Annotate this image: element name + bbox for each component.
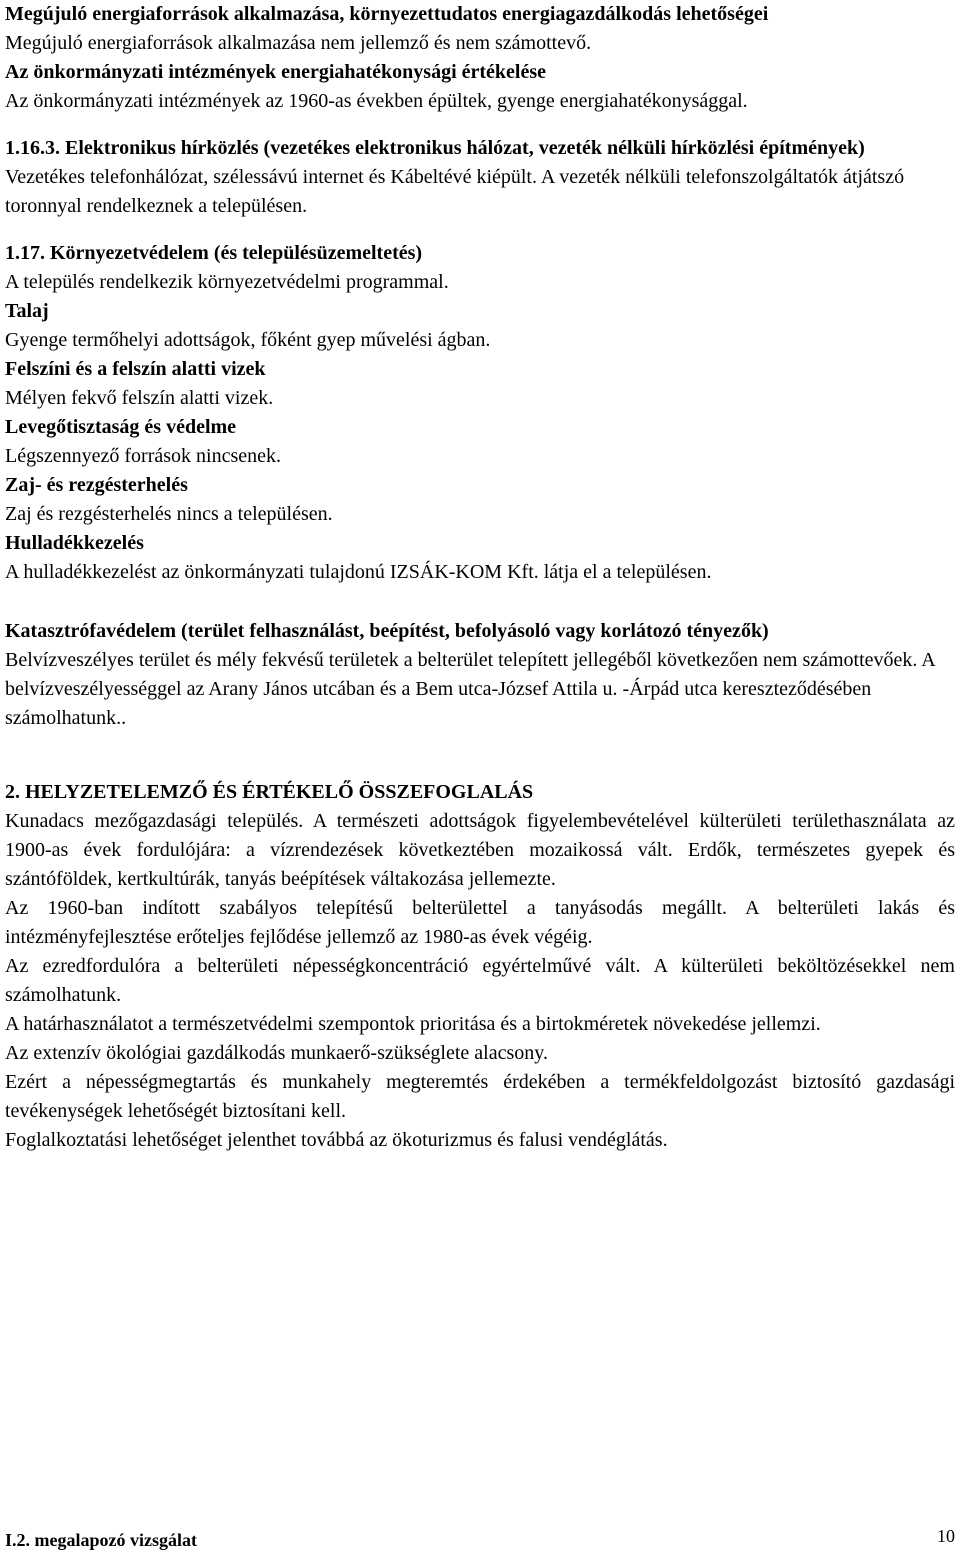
section-heading-efficiency: Az önkormányzati intézmények energiahatékonysági értékelése [5, 61, 547, 83]
subheading-air: Levegőtisztaság és védelme [5, 416, 237, 438]
section-heading-environment: 1.17. Környezetvédelem (és településüzemeltetés) [5, 242, 423, 264]
subheading-soil: Talaj [5, 300, 49, 322]
section-text-environment: A település rendelkezik környezetvédelmi programmal. [5, 271, 449, 293]
subheading-waters: Felszíni és a felszín alatti vizek [5, 358, 266, 380]
subtext-noise: Zaj és rezgésterhelés nincs a településen. [5, 503, 333, 525]
footer-page-number: 10 [937, 1526, 955, 1546]
section-heading-renewable: Megújuló energiaforrások alkalmazása, környezettudatos energiagazdálkodás lehetőségei [5, 3, 769, 25]
summary-paragraph: Ezért a népességmegtartás és munkahely megteremtés érdekében a termékfeldolgozást biztosító gazdasági tevékenységek lehetőségét biztosítani kell. [5, 1071, 955, 1122]
summary-paragraph: Az 1960-ban indított szabályos telepítésű belterülettel a tanyásodás megállt. A belterületi lakás és intézményfejlesztése erőteljes fejlődése jellemző az 1980-as évek végéig. [5, 897, 955, 948]
subtext-waste: A hulladékkezelést az önkormányzati tulajdonú IZSÁK-KOM Kft. látja el a településen. [5, 561, 712, 583]
subheading-waste: Hulladékkezelés [5, 532, 144, 554]
summary-paragraph: Foglalkoztatási lehetőséget jelenthet továbbá az ökoturizmus és falusi vendéglátás. [5, 1129, 668, 1151]
summary-paragraph: Az ezredfordulóra a belterületi népességkoncentráció egyértelművé vált. A külterületi beköltözésekkel nem számolhatunk. [5, 955, 955, 1006]
section-text-efficiency: Az önkormányzati intézmények az 1960-as években épültek, gyenge energiahatékonysággal. [5, 90, 748, 112]
summary-paragraph: A határhasználatot a természetvédelmi szempontok prioritása és a birtokméretek növekedése jellemzi. [5, 1013, 821, 1035]
subtext-waters: Mélyen fekvő felszín alatti vizek. [5, 387, 274, 409]
section-heading-summary: 2. HELYZETELEMZŐ ÉS ÉRTÉKELŐ ÖSSZEFOGLALÁS [5, 781, 534, 803]
document-page [5, 0, 955, 1155]
subheading-noise: Zaj- és rezgésterhelés [5, 474, 188, 496]
section-text-renewable: Megújuló energiaforrások alkalmazása nem jellemző és nem számottevő. [5, 32, 592, 54]
section-text-disaster: Belvízveszélyes terület és mély fekvésű területek a belterület telepített jellegéből következően nem számottevőek. A belvízveszélyességgel az Arany János utcában és a Bem utca-József Attila u. -Árpád utca kereszteződésében számolhatunk.. [5, 649, 935, 729]
section-heading-disaster: Katasztrófavédelem (terület felhasználást, beépítést, befolyásoló vagy korlátozó tényezők) [5, 620, 769, 642]
page-footer [5, 1526, 955, 1552]
subtext-soil: Gyenge termőhelyi adottságok, főként gyep művelési ágban. [5, 329, 491, 351]
footer-document-label: I.2. megalapozó vizsgálat [5, 1530, 197, 1550]
summary-paragraph: Az extenzív ökológiai gazdálkodás munkaerő-szükséglete alacsony. [5, 1042, 548, 1064]
subtext-air: Légszennyező források nincsenek. [5, 445, 281, 467]
summary-paragraph: Kunadacs mezőgazdasági település. A természeti adottságok figyelembevételével külterületi területhasználata az 1900-as évek fordulójára: a vízrendezések következtében mozaikossá vált. Erdők, természetes gyepek és szántóföldek, kertkultúrák, tanyás beépítések váltakozása jellemezte. [5, 810, 955, 890]
section-heading-telecom: 1.16.3. Elektronikus hírközlés (vezetékes elektronikus hálózat, vezeték nélküli hírközlési építmények) [5, 137, 865, 159]
section-text-telecom: Vezetékes telefonhálózat, szélessávú internet és Kábeltévé kiépült. A vezeték nélküli telefonszolgáltatók átjátszó toronnyal rendelkeznek a településen. [5, 166, 905, 217]
